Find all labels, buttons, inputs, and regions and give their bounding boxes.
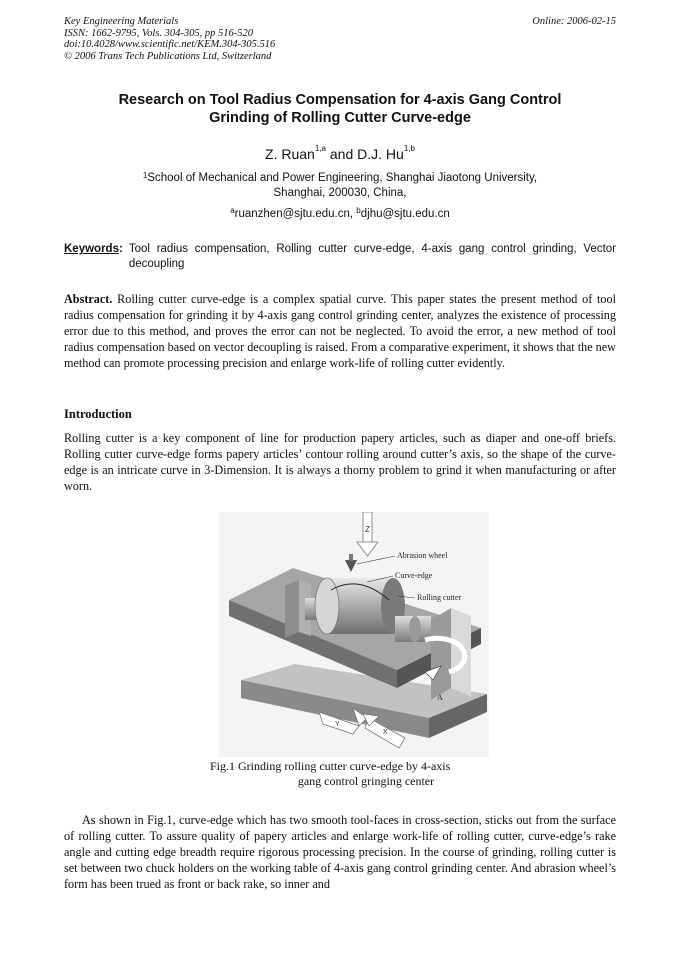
abrasion-wheel-spindle xyxy=(349,554,353,561)
paper-title xyxy=(64,91,616,127)
caption-line-1: Fig.1 Grinding rolling cutter curve-edge by 4-axis xyxy=(210,759,451,773)
label-rolling-cutter: Rolling cutter xyxy=(417,593,462,602)
author-1-affiliation-mark: 1,a xyxy=(314,144,326,153)
cutter-left-face xyxy=(315,578,339,634)
label-abrasion-wheel: Abrasion wheel xyxy=(397,551,448,560)
introduction-paragraph: Rolling cutter is a key component of line for production papery articles, such as diaper and one-off briefs. Rolling cutter curve-edge forms papery articles’ contour rolling around cutter’s axis, so the shape of the curve-edge is an intricate curve in 3-Dimension. It is always a thorny problem to grind it when manufacturing or after worn. xyxy=(64,431,616,493)
abstract xyxy=(64,291,616,371)
online-date: Online: 2006-02-15 xyxy=(532,16,616,27)
affiliation xyxy=(64,171,616,200)
left-chuck-holder xyxy=(285,580,299,638)
title-line-1: Research on Tool Radius Compensation for 4-axis Gang Control xyxy=(118,92,562,108)
right-chuck-face xyxy=(451,608,471,696)
right-shaft-collar xyxy=(409,616,421,642)
label-a-axis: A xyxy=(437,693,443,702)
affiliation-line-1: School of Mechanical and Power Engineering, Shanghai Jiaotong University, xyxy=(147,172,538,184)
journal-header xyxy=(64,16,616,62)
grinding-setup-illustration xyxy=(219,512,489,757)
author-2: and D.J. Hu xyxy=(325,146,404,162)
author-2-affiliation-mark: 1,b xyxy=(403,144,415,153)
email-mark-a: a xyxy=(230,206,235,215)
keywords-colon: : xyxy=(118,243,123,255)
title-line-2: Grinding of Rolling Cutter Curve-edge xyxy=(209,110,471,126)
abstract-label: Abstract. xyxy=(64,292,113,306)
y-axis-label: Y xyxy=(335,721,340,728)
copyright-line: © 2006 Trans Tech Publications Ltd, Switzerland xyxy=(64,50,272,62)
author-emails xyxy=(64,208,616,220)
keywords-text: Tool radius compensation, Rolling cutter curve-edge, 4-axis gang control grinding, Vector decoupling xyxy=(128,243,616,270)
authors xyxy=(64,146,616,162)
right-chuck-holder xyxy=(431,608,451,700)
figure-1 xyxy=(219,512,489,757)
figure-1-caption xyxy=(210,759,500,789)
x-axis-label: X xyxy=(383,729,388,736)
doi-line[interactable]: doi:10.4028/www.scientific.net/KEM.304-305.516 xyxy=(64,39,276,50)
email-b[interactable]: djhu@sjtu.edu.cn xyxy=(360,208,450,220)
caption-line-2: gang control gringing center xyxy=(297,774,435,788)
affiliation-mark: 1 xyxy=(142,171,148,180)
issn-line: ISSN: 1662-9795, Vols. 304-305, pp 516-520 xyxy=(64,27,253,39)
journal-name: Key Engineering Materials xyxy=(64,16,179,27)
email-mark-b: b xyxy=(356,206,361,215)
section-heading-introduction: Introduction xyxy=(64,407,132,421)
affiliation-line-2: Shanghai, 200030, China, xyxy=(273,186,407,199)
z-axis-label: Z xyxy=(365,525,370,534)
keywords-block xyxy=(64,242,616,271)
keywords-label: Keywords xyxy=(64,243,119,255)
label-curve-edge: Curve-edge xyxy=(395,571,433,580)
author-1: Z. Ruan xyxy=(265,146,315,162)
abstract-text: Rolling cutter curve-edge is a complex spatial curve. This paper states the present method of tool radius compensation for grinding it by 4-axis gang control grinding center, analyzes the existence of processing error due to this method, and proves the error can not be neglected. To avoid the error, a new method of tool radius compensation based on vector decoupling is raised. From a comparative experiment, it shows that the new method can promote processing precision and enlarge work-life of rolling cutter evidently. xyxy=(64,292,616,370)
email-a[interactable]: ruanzhen@sjtu.edu.cn, xyxy=(234,208,354,220)
body-paragraph: As shown in Fig.1, curve-edge which has two smooth tool-faces in cross-section, sticks out from the surface of rolling cutter. To assure quality of papery articles and enlarge work-life of rolling cutter, curve-edge’s rake angle and cutting edge breadth require rigorous processing precision. In the course of grinding, rolling cutter is set between two chuck holders on the working table of 4-axis gang control grinding center. And abrasion wheel’s form has been trued as front or back rake, so inner and xyxy=(64,813,616,891)
